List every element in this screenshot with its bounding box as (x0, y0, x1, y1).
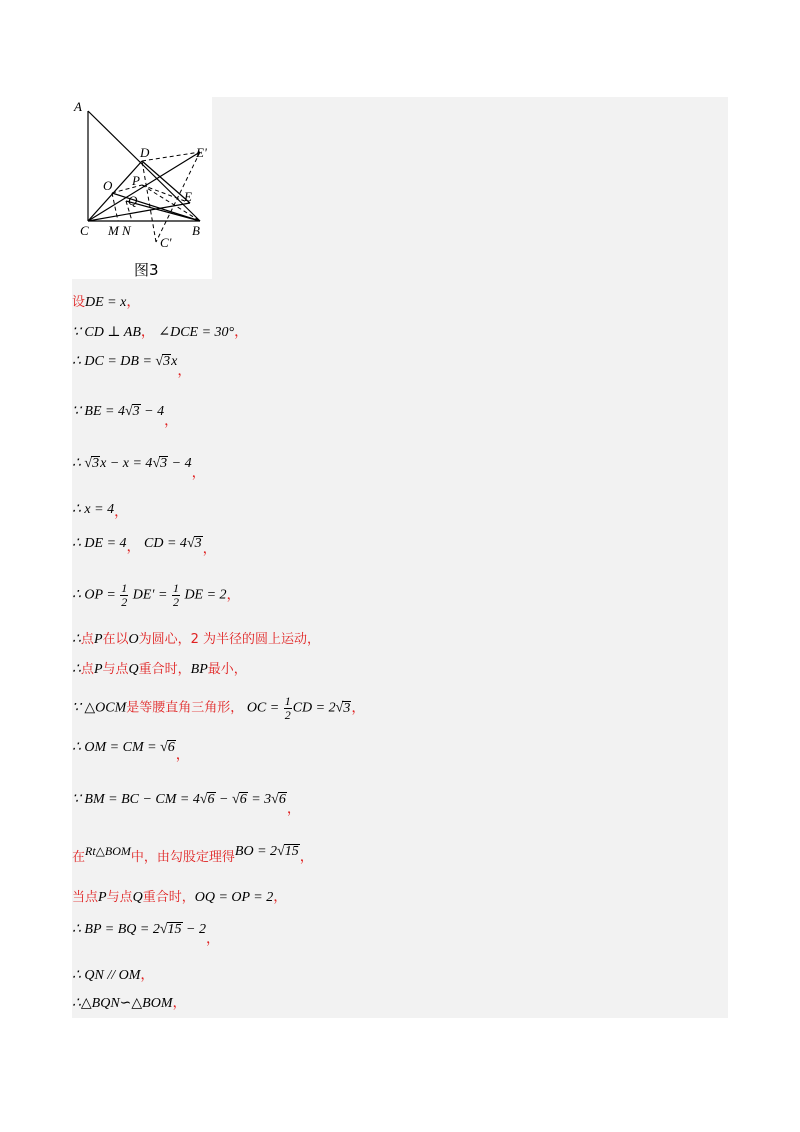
math-var: Q (128, 662, 139, 677)
label-O: O (103, 178, 113, 193)
label-B: B (192, 223, 200, 238)
text: 最小， (207, 662, 247, 677)
radicand: 15 (284, 844, 299, 859)
radicand: 15 (167, 922, 182, 937)
math-expr: − 2 (182, 922, 206, 937)
math-expr: ∴ BP = BQ = 2 (72, 922, 160, 937)
math-var: P (93, 662, 103, 677)
step-line: ∵ △OCM是等腰直角三角形， OC = $\frac{1}{2}$ CD = 2√3， (72, 694, 366, 722)
math-expr: ∴ x = 4 (72, 502, 115, 517)
math-expr: ∴ OM = CM = (72, 740, 161, 755)
label-M: M (108, 223, 119, 238)
step-line (72, 630, 320, 650)
step-line: ∴ DE = 4， CD = 4√3， (72, 536, 217, 557)
math-var: Q (132, 890, 143, 905)
math-var: O (128, 632, 139, 647)
text: 当点 (72, 890, 99, 905)
radicand: 3 (160, 456, 168, 471)
math-expr: DE = 2 (184, 587, 227, 603)
comma: ， (177, 364, 192, 379)
step-line: 在Rt△BOM中，由勾股定理得BO = 2√15， (72, 844, 314, 865)
comma: ， (191, 466, 206, 481)
comma: ， (126, 295, 141, 310)
math-expr: x − x = 4 (100, 456, 153, 471)
radicand: 6 (278, 792, 286, 807)
comma: ， (205, 932, 220, 947)
step-line: ∴ √3x − x = 4√3 − 4， (72, 456, 206, 481)
comma: ， (140, 968, 155, 983)
step-line (72, 582, 241, 609)
step-line: ∵ BM = BC − CM = 4√6 − √6 = 3√6， (72, 792, 301, 817)
math-expr: ∴ (72, 456, 85, 471)
comma: ， (351, 700, 366, 716)
label-Q: Q (128, 193, 138, 208)
math-expr: ∠DCE = 30° (158, 325, 235, 340)
step-line: ∴ DC = DB = √3x， (72, 354, 192, 379)
radicand: 3 (92, 456, 100, 471)
math-expr: − 4 (140, 404, 165, 419)
step-line (72, 994, 187, 1014)
radicand: 3 (163, 354, 171, 369)
math-expr: x (171, 354, 178, 369)
comma: ， (299, 850, 314, 865)
step-line (72, 888, 287, 908)
math-var: BP (190, 662, 208, 677)
comma: ， (175, 748, 190, 763)
text: 中，由勾股定理得 (130, 850, 235, 865)
step-line (72, 500, 128, 520)
step-line: ∴ BP = BQ = 2√15 − 2， (72, 922, 220, 947)
radicand: 6 (207, 792, 215, 807)
label-P: P (132, 173, 140, 188)
math-expr: ∴ QN // OM (72, 968, 141, 983)
math-expr: ∴ OP = (72, 587, 120, 603)
math-expr: DE = x (85, 295, 127, 310)
fraction: $\frac{1}{2}$ (121, 581, 128, 609)
text: 点 (80, 632, 94, 647)
math-expr: ∴ DE = 4 (72, 536, 127, 551)
math-expr: ∴ DC = DB = (72, 354, 156, 369)
math-expr: CD = 2 (292, 700, 336, 716)
math-expr: ∵ BM = BC − CM = 4 (72, 792, 200, 807)
label-A: A (74, 99, 82, 114)
comma: ， (226, 587, 241, 603)
text: 是等腰直角三角形， (126, 700, 244, 716)
comma: ， (286, 802, 301, 817)
math-expr: ∵ BE = 4 (72, 404, 125, 419)
step-line: ∵ BE = 4√3 − 4， (72, 404, 179, 429)
math-expr: OC = (246, 700, 283, 716)
step-line (72, 966, 154, 986)
label-E-prime: E' (196, 145, 207, 160)
radicand: 6 (167, 740, 175, 755)
text: 在 (72, 850, 86, 865)
math-expr: − 4 (168, 456, 192, 471)
label-C: C (80, 223, 89, 238)
text: 与点 (102, 662, 129, 677)
figure-caption: 图3 (134, 261, 159, 279)
comma: ， (273, 890, 288, 905)
radicand: 6 (239, 792, 247, 807)
fraction: $\frac{1}{2}$ (172, 581, 179, 609)
math-expr: − (215, 792, 232, 807)
comma: ， (140, 325, 155, 340)
math-expr: BO = 2 (234, 844, 278, 859)
label-D: D (140, 145, 150, 160)
math-expr: ∴△BQN∽△BOM (72, 996, 173, 1011)
math-expr: Rt△BOM (85, 844, 131, 858)
step-line (72, 293, 140, 313)
comma: ， (172, 996, 187, 1011)
step-line: ∴ OM = CM = √6， (72, 740, 190, 763)
math-expr: OQ = OP = 2 (194, 890, 274, 905)
math-expr: CD = 4 (144, 536, 187, 551)
radicand: 3 (194, 536, 202, 551)
comma: ， (164, 414, 179, 429)
text-set: 设 (72, 295, 86, 310)
math-var: P (93, 632, 103, 647)
text: 与点 (106, 890, 133, 905)
comma: ， (114, 505, 129, 520)
step-line (72, 660, 247, 680)
radicand: 3 (343, 700, 351, 716)
math-expr: ∴ (72, 632, 81, 647)
math-expr: ∵ CD ⊥ AB (72, 325, 141, 340)
label-C-prime: C' (160, 235, 172, 250)
text: 为圆心，2 为半径的圆上运动， (138, 632, 321, 647)
text: 重合时， (138, 662, 191, 677)
comma: ， (126, 540, 141, 555)
fraction: $\frac{1}{2}$ (284, 694, 291, 722)
text: 在以 (102, 632, 129, 647)
math-var: P (98, 890, 107, 905)
math-expr: = 3 (247, 792, 272, 807)
comma: ， (202, 542, 217, 557)
geometry-figure (72, 97, 212, 279)
text: 点 (80, 662, 94, 677)
radicand: 3 (132, 404, 140, 419)
label-N: N (122, 223, 131, 238)
comma: ， (234, 325, 249, 340)
text: 重合时， (142, 890, 195, 905)
math-expr: ∴ (72, 662, 81, 677)
math-expr: DE′ = (132, 587, 171, 603)
step-line (72, 323, 248, 343)
math-expr: ∵ △OCM (72, 700, 127, 716)
triangle-diagram (72, 97, 212, 257)
label-E: E (184, 189, 192, 204)
